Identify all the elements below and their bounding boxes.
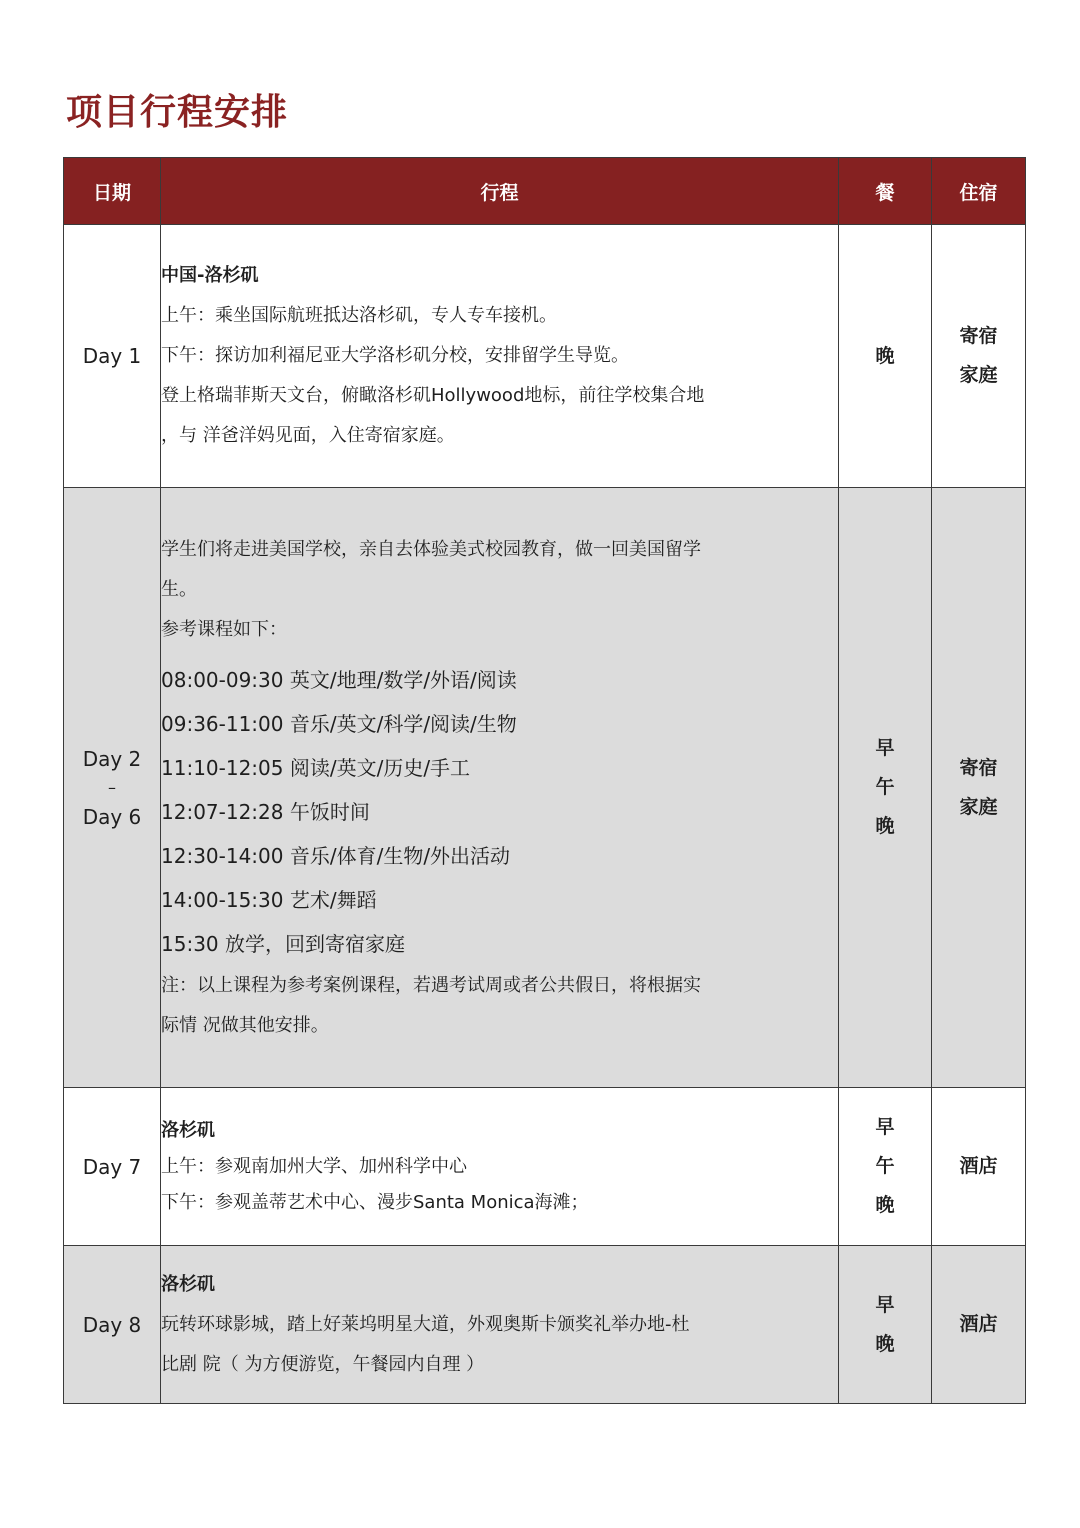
itinerary-heading: 洛杉矶 bbox=[161, 1119, 215, 1141]
itinerary-line: 上午：参观南加州大学、加州科学中心 bbox=[161, 1155, 467, 1177]
header-itinerary: 行程 bbox=[161, 158, 839, 225]
schedule-item: 15:30 放学，回到寄宿家庭 bbox=[161, 931, 405, 956]
itinerary-heading: 洛杉矶 bbox=[161, 1273, 215, 1295]
table-header-row bbox=[64, 158, 1026, 225]
table-row-day8 bbox=[64, 1246, 1026, 1404]
stay-cell bbox=[932, 488, 1026, 1088]
itinerary-line: 登上格瑞菲斯天文台，俯瞰洛杉矶Hollywood地标，前往学校集合地 bbox=[161, 385, 705, 406]
schedule-item: 08:00-09:30 英文/地理/数学/外语/阅读 bbox=[161, 667, 517, 692]
itinerary-line: 比剧 院（ 为方便游览，午餐园内自理 ） bbox=[161, 1353, 485, 1375]
meal-item: 晚 bbox=[875, 344, 895, 367]
meal-item: 晚 bbox=[875, 1194, 895, 1216]
itinerary-intro: 生。 bbox=[161, 578, 197, 600]
header-meal: 餐 bbox=[839, 158, 932, 225]
itinerary-line: 玩转环球影城，踏上好莱坞明星大道，外观奥斯卡颁奖礼举办地-杜 bbox=[161, 1313, 690, 1335]
stay-line: 寄宿 bbox=[959, 325, 998, 347]
day-range-label bbox=[64, 488, 161, 1088]
meal-cell bbox=[839, 1246, 932, 1404]
stay-line: 寄宿 bbox=[959, 756, 998, 779]
day-range-start: Day 2 bbox=[82, 746, 142, 771]
meal-item: 晚 bbox=[875, 815, 895, 837]
meal-cell bbox=[839, 225, 932, 488]
table-row-day1 bbox=[64, 225, 1026, 488]
itinerary-table bbox=[63, 157, 1026, 1404]
meal-item: 午 bbox=[875, 1155, 895, 1177]
schedule-item: 12:07-12:28 午饭时间 bbox=[161, 799, 370, 824]
itinerary-detail bbox=[161, 1088, 839, 1246]
stay-cell bbox=[932, 1088, 1026, 1246]
stay-line: 家庭 bbox=[959, 364, 998, 386]
day-range-end: Day 6 bbox=[82, 804, 142, 829]
schedule-note: 注：以上课程为参考案例课程，若遇考试周或者公共假日，将根据实 bbox=[161, 974, 701, 996]
itinerary-detail bbox=[161, 225, 839, 488]
table-row-day7 bbox=[64, 1088, 1026, 1246]
itinerary-detail bbox=[161, 1246, 839, 1404]
itinerary-line: 下午：探访加利福尼亚大学洛杉矶分校，安排留学生导览。 bbox=[161, 345, 629, 366]
table-row-day2-6 bbox=[64, 488, 1026, 1088]
header-date: 日期 bbox=[64, 158, 161, 225]
meal-cell bbox=[839, 1088, 932, 1246]
meal-item: 早 bbox=[875, 737, 895, 759]
day-label: Day 7 bbox=[64, 1088, 161, 1246]
schedule-item: 12:30-14:00 音乐/体育/生物/外出活动 bbox=[161, 843, 511, 868]
schedule-item: 11:10-12:05 阅读/英文/历史/手工 bbox=[161, 755, 471, 780]
schedule-item: 09:36-11:00 音乐/英文/科学/阅读/生物 bbox=[161, 711, 517, 736]
schedule-note: 际情 况做其他安排。 bbox=[161, 1014, 329, 1036]
itinerary-detail bbox=[161, 488, 839, 1088]
day-range-separator: – bbox=[108, 777, 116, 797]
meal-item: 午 bbox=[875, 776, 895, 798]
meal-item: 早 bbox=[875, 1116, 895, 1138]
stay-line: 酒店 bbox=[959, 1155, 998, 1177]
day-label: Day 8 bbox=[64, 1246, 161, 1404]
stay-line: 家庭 bbox=[959, 795, 998, 818]
page-title: 项目行程安排 bbox=[66, 92, 289, 133]
itinerary-heading: 中国-洛杉矶 bbox=[161, 265, 259, 286]
meal-cell bbox=[839, 488, 932, 1088]
itinerary-line: 上午：乘坐国际航班抵达洛杉矶，专人专车接机。 bbox=[161, 305, 557, 326]
itinerary-line: ，与 洋爸洋妈见面，入住寄宿家庭。 bbox=[161, 425, 455, 446]
itinerary-intro: 学生们将走进美国学校，亲自去体验美式校园教育，做一回美国留学 bbox=[161, 538, 701, 560]
stay-line: 酒店 bbox=[959, 1313, 998, 1335]
stay-cell bbox=[932, 1246, 1026, 1404]
itinerary-line: 下午：参观盖蒂艺术中心、漫步Santa Monica海滩； bbox=[161, 1191, 589, 1213]
header-stay: 住宿 bbox=[932, 158, 1026, 225]
schedule-item: 14:00-15:30 艺术/舞蹈 bbox=[161, 887, 377, 912]
itinerary-intro: 参考课程如下： bbox=[161, 618, 287, 640]
day-label: Day 1 bbox=[64, 225, 161, 488]
meal-item: 早 bbox=[875, 1293, 895, 1316]
stay-cell bbox=[932, 225, 1026, 488]
meal-item: 晚 bbox=[875, 1332, 895, 1355]
